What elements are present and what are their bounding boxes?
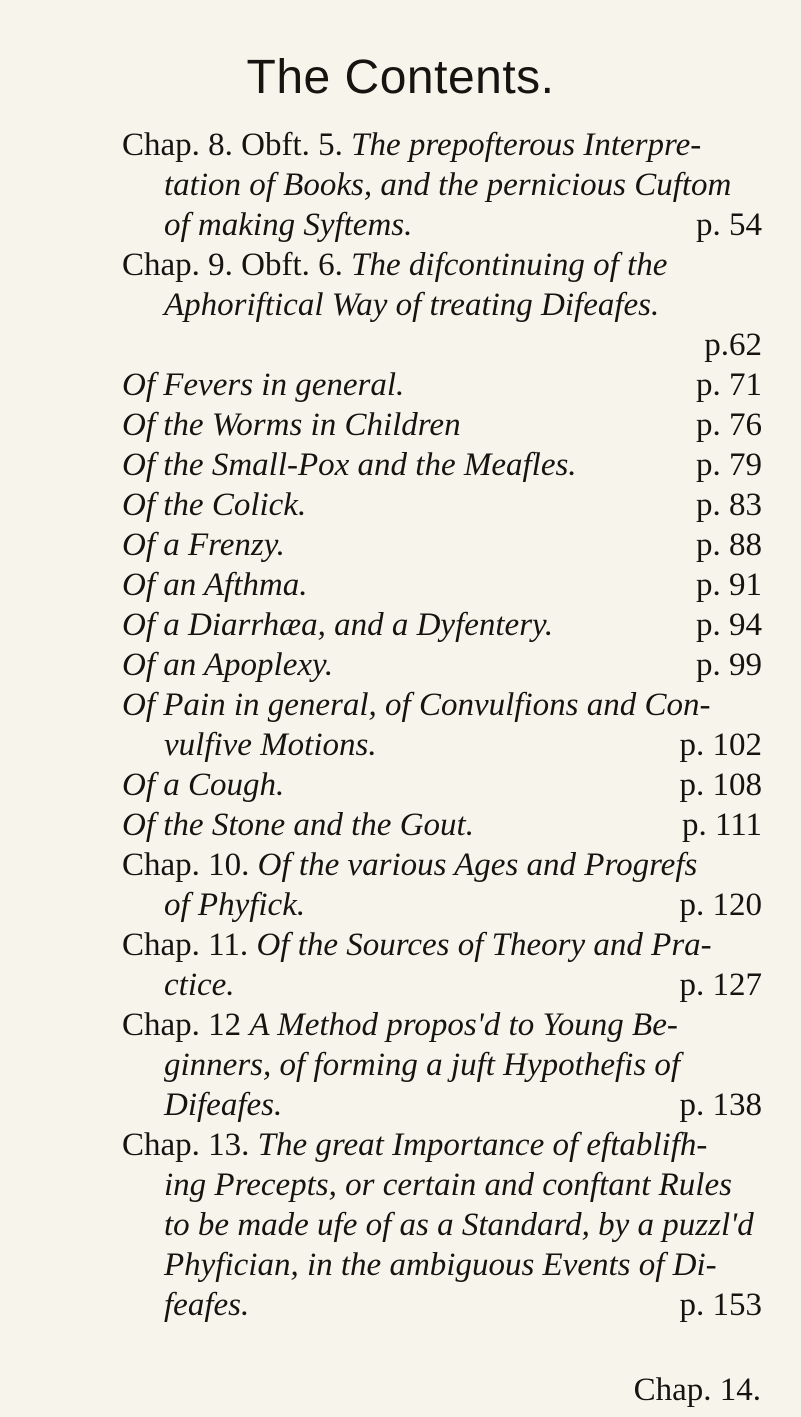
contents-entry-chap-10 <box>122 845 762 925</box>
page-number: p. 120 <box>679 887 762 923</box>
page-number: p. 94 <box>696 607 762 643</box>
entry-title-continued: of Phyfick. <box>164 887 306 923</box>
entry-title: Of the Colick. <box>122 487 307 523</box>
contents-entry-colick <box>122 485 762 525</box>
entry-title: Of the Stone and the Gout. <box>122 807 474 843</box>
page-number: p. 99 <box>696 647 762 683</box>
entry-title-continued: Phyfician, in the ambiguous Events of Di- <box>164 1247 717 1283</box>
page-number: p. 111 <box>681 807 762 843</box>
page-number: p. 71 <box>696 367 762 403</box>
page-number: p. 102 <box>679 727 762 763</box>
chapter-label: Chap. 9. Obft. 6. <box>122 247 343 283</box>
contents-entry-pain <box>122 685 762 765</box>
page-number: p. 138 <box>679 1087 762 1123</box>
catchword: Chap. 14. <box>633 1372 761 1408</box>
page-number: p. 76 <box>696 407 762 443</box>
page-number: p. 108 <box>679 767 762 803</box>
contents-list <box>122 125 762 1325</box>
entry-title: Of a Frenzy. <box>122 527 285 563</box>
entry-title: Of an Afthma. <box>122 567 308 603</box>
chapter-label: Chap. 11. <box>122 927 249 963</box>
contents-entry-chap-8 <box>122 125 762 245</box>
page-number: p. 88 <box>696 527 762 563</box>
contents-entry-small-pox <box>122 445 762 485</box>
contents-entry-fevers <box>122 365 762 405</box>
contents-entry-apoplexy <box>122 645 762 685</box>
entry-title: Of a Cough. <box>122 767 285 803</box>
entry-title: Of Fevers in general. <box>122 367 405 403</box>
page-number: p. 127 <box>679 967 762 1003</box>
entry-title: Of Pain in general, of Convulfions and Con- <box>122 687 711 723</box>
entry-title: Of the Worms in Children <box>122 407 461 443</box>
chapter-label: Chap. 13. <box>122 1127 250 1163</box>
entry-title-continued: ing Precepts, or certain and conftant Rules <box>164 1167 732 1203</box>
contents-entry-asthma <box>122 565 762 605</box>
page-number: p. 91 <box>696 567 762 603</box>
entry-title: The prepofterous Interpre- <box>351 127 702 163</box>
page-number: p. 83 <box>696 487 762 523</box>
contents-entry-chap-12 <box>122 1005 762 1125</box>
page-number: p. 153 <box>679 1287 762 1323</box>
contents-entry-chap-13 <box>122 1125 762 1325</box>
entry-title-continued: ctice. <box>164 967 235 1003</box>
entry-title-continued: tation of Books, and the pernicious Cuftom <box>164 167 732 203</box>
contents-entry-chap-11 <box>122 925 762 1005</box>
entry-title-continued: ginners, of forming a juft Hypothefis of <box>164 1047 681 1083</box>
page-number: p.62 <box>704 327 762 363</box>
entry-title-continued: of making Syftems. <box>164 207 413 243</box>
contents-entry-stone-gout <box>122 805 762 845</box>
contents-entry-cough <box>122 765 762 805</box>
entry-title: The difcontinuing of the <box>351 247 668 283</box>
entry-title: Of a Diarrhæa, and a Dyfentery. <box>122 607 554 643</box>
entry-title: Of an Apoplexy. <box>122 647 334 683</box>
entry-title: Of the Sources of Theory and Pra- <box>256 927 712 963</box>
contents-entry-worms <box>122 405 762 445</box>
contents-entry-frenzy <box>122 525 762 565</box>
chapter-label: Chap. 12 <box>122 1007 242 1043</box>
entry-title: A Method propos'd to Young Be- <box>249 1007 678 1043</box>
entry-title: The great Importance of eftablifh- <box>257 1127 708 1163</box>
entry-title-continued: to be made ufe of as a Standard, by a puzzl'd <box>164 1207 754 1243</box>
entry-title-continued: vulfive Motions. <box>164 727 377 763</box>
contents-entry-chap-9 <box>122 245 762 365</box>
entry-title-continued: Aphoriftical Way of treating Difeafes. <box>164 287 660 323</box>
chapter-label: Chap. 10. <box>122 847 250 883</box>
chapter-label: Chap. 8. Obft. 5. <box>122 127 343 163</box>
page-title: The Contents. <box>246 51 555 104</box>
entry-title: Of the Small-Pox and the Meafles. <box>122 447 577 483</box>
entry-title: Of the various Ages and Progrefs <box>257 847 698 883</box>
page-number: p. 79 <box>696 447 762 483</box>
entry-title-continued: Difeafes. <box>164 1087 283 1123</box>
contents-entry-diarrhaea <box>122 605 762 645</box>
entry-title-continued: feafes. <box>164 1287 250 1323</box>
page-number: p. 54 <box>696 207 762 243</box>
